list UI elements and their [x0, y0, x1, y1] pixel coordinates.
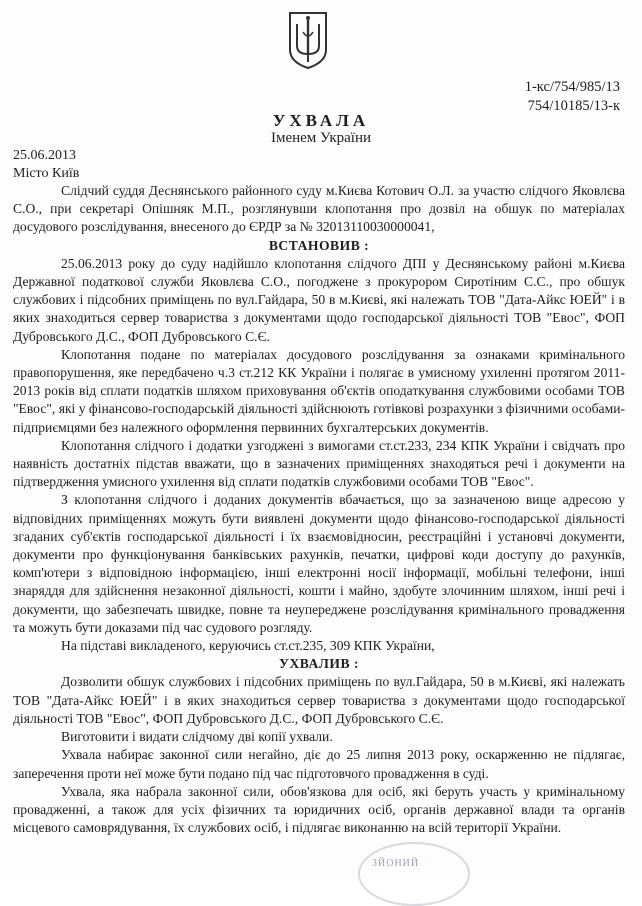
- paragraph-copies: Виготовити і видати слідчому дві копії ухвали.: [61, 729, 333, 745]
- trident-emblem-icon: [287, 10, 329, 70]
- court-stamp-text: ЗЙОНИЙ: [372, 858, 420, 869]
- paragraph-binding: Ухвала, яка набрала законної сили, обов'язкова для осіб, які беруть участь у кримінальному провадженні, а також для усіх фізичних та юридичних осіб, органів державної влади та органів місцевого самоврядування, їх службових осіб, і підлягає виконанню на всій території України.: [13, 783, 625, 836]
- document-title: УХВАЛА: [272, 111, 370, 130]
- case-number-2: 754/10185/13-к: [527, 98, 620, 114]
- paragraph-intro: Слідчий суддя Деснянського районного суду м.Києва Котович О.Л. за участю слідчого Яковлєва С.О., при секретарі Опішняк М.П., розглянувши клопотання про дозвіл на обшук по матеріалах досудового розслідування, внесеного до ЄРДР за № 32013110030000041,: [13, 183, 625, 235]
- heading-decided: УХВАЛИВ :: [278, 656, 359, 672]
- document-place: Місто Київ: [13, 166, 80, 181]
- heading-established: ВСТАНОВИВ :: [268, 237, 370, 253]
- court-stamp: [358, 842, 470, 906]
- paragraph-petition: 25.06.2013 року до суду надійшло клопотання слідчого ДПІ у Деснянському районі м.Києва Державної податкової служби Яковлєва С.О., погоджене з прокурором Сиротіним С.С., про обшук службових і підсобних приміщень по вул.Гайдара, 50 в м.Києві, які належать ТОВ "Дата-Айкс ЮЕЙ" і в яких знаходиться сервер товариства з документами щодо господарської діяльності ТОВ "Евос", ФОП Дубровського Д.С., ФОП Дубровського С.Є.: [13, 255, 625, 344]
- paragraph-evidence: З клопотання слідчого і доданих документів вбачається, що за зазначеною вище адресою у відповідних приміщеннях можуть бути виявлені документи щодо фінансово-господарської діяльності згаданих суб'єктів господарської діяльності і їх взаємовідносин, реєстраційні і установчі документи, документи про функціонування банківських рахунків, печатки, цифрові коди доступу до рахунків, комп'ютери з відповідною інформацією, інші електронні носії інформації, мобільні телефони, інші знаряддя для здійснення незаконної діяльності, кошти і майно, здобуте злочинним шляхом, інші речі і документи, що забезпечать швидке, повне та неупереджене розслідування кримінального провадження та можуть бути доказами під час судового розгляду.: [13, 492, 625, 635]
- case-number-1: 1-кс/754/985/13: [524, 79, 620, 95]
- paragraph-effect: Ухвала набирає законної сили негайно, діє до 25 липня 2013 року, оскарженню не підлягає, заперечення проти неї може бути подано під час підготовчого провадження в суді.: [13, 747, 625, 781]
- paragraph-grounds: Клопотання подане по матеріалах досудового розслідування за ознаками кримінального правопорушення, яке передбачено ч.3 ст.212 КК України і полягає в умисному ухиленні протягом 2011-2013 років від сплати податків шляхом приховування об'єктів оподаткування службовими особами ТОВ "Евос", які у фінансово-господарській діяльності здійснюють готівкові розрахунки з фізичними особами-підприємцями без належного оформлення первинних бухгалтерських документів.: [13, 346, 625, 435]
- document-body: [13, 182, 625, 837]
- paragraph-legal-basis: На підставі викладеного, керуючись ст.ст.235, 309 КПК України,: [61, 638, 435, 654]
- paragraph-compliance: Клопотання слідчого і додатки узгоджені з вимогами ст.ст.233, 234 КПК України і свідчать про наявність достатніх підстав вважати, що в зазначених приміщеннях знаходяться речі і документи на підтвердження умисного ухилення від сплати податків службовими особами ТОВ "Евос".: [13, 437, 625, 490]
- document-date: 25.06.2013: [13, 148, 76, 163]
- paragraph-permit-search: Дозволити обшук службових і підсобних приміщень по вул.Гайдара, 50 в м.Києві, які належать ТОВ "Дата-Айкс ЮЕЙ" і в яких знаходиться сервер товариства з документами щодо господарської діяльності ТОВ "Евос", ФОП Дубровського Д.С., ФОП Дубровського С.Є.: [13, 674, 625, 726]
- document-subtitle: Іменем України: [270, 130, 372, 146]
